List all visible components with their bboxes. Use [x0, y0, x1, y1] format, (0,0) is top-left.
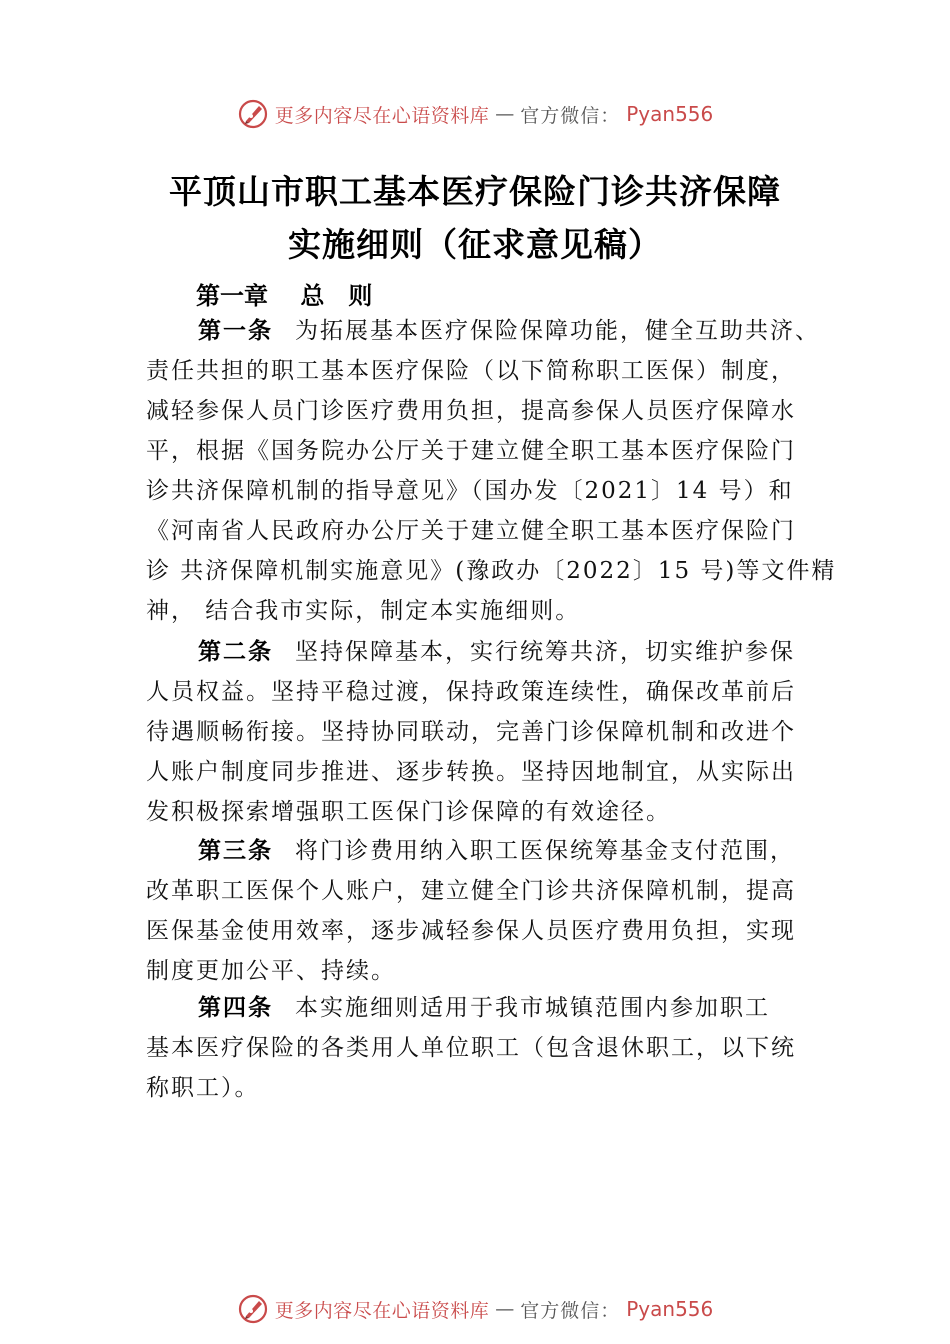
article-line-text: 为拓展基本医疗保险保障功能，健全互助共济、 [295, 318, 820, 344]
article-line: 平，根据《国务院办公厅关于建立健全职工基本医疗保险门 [146, 438, 796, 464]
article-line: 医保基金使用效率，逐步减轻参保人员医疗费用负担，实现 [146, 918, 796, 944]
article-first-line [146, 988, 836, 1028]
article-line: 人账户制度同步推进、逐步转换。坚持因地制宜，从实际出 [146, 759, 796, 785]
article-line: 发积极探索增强职工医保门诊保障的有效途径。 [146, 799, 671, 825]
banner-wechat-label: 官方微信： [520, 1299, 621, 1322]
article-line: 制度更加公平、持续。 [146, 958, 396, 984]
article-1 [146, 311, 836, 631]
document-title-line-2: 实施细则（征求意见稿） [288, 225, 662, 264]
article-first-line [146, 831, 836, 871]
pen-logo-icon [237, 98, 269, 130]
article-line-text: 坚持保障基本，实行统筹共济，切实维护参保 [295, 639, 795, 665]
banner-dash: — [495, 1298, 515, 1320]
article-label: 第四条 [198, 994, 273, 1021]
article-line: 待遇顺畅衔接。坚持协同联动，完善门诊保障机制和改进个 [146, 719, 796, 745]
article-line: 诊共济保障机制的指导意见》（国办发〔2021〕14 号）和 [146, 478, 794, 504]
article-first-line [146, 311, 836, 351]
article-line: 人员权益。坚持平稳过渡，保持政策连续性，确保改革前后 [146, 679, 796, 705]
article-line: 责任共担的职工基本医疗保险（以下简称职工医保）制度， [146, 358, 796, 384]
banner-wechat-label: 官方微信： [520, 104, 621, 127]
article-line: 《河南省人民政府办公厅关于建立健全职工基本医疗保险门 [146, 518, 796, 544]
article-line: 减轻参保人员门诊医疗费用负担，提高参保人员医疗保障水 [146, 398, 796, 424]
banner-brand-text: 更多内容尽在心语资料库 [274, 104, 490, 127]
article-label: 第二条 [198, 638, 273, 665]
watermark-banner-top [0, 94, 950, 134]
banner-dash: — [495, 103, 515, 125]
banner-wechat-id: Pyan556 [626, 102, 714, 126]
article-2 [146, 632, 836, 832]
article-line: 改革职工医保个人账户，建立健全门诊共济保障机制，提高 [146, 878, 796, 904]
article-line: 神， 结合我市实际，制定本实施细则。 [146, 598, 581, 624]
article-first-line [146, 632, 836, 672]
article-line: 称职工）。 [146, 1075, 260, 1101]
article-3 [146, 831, 836, 991]
pen-logo-icon [237, 1293, 269, 1325]
article-label: 第一条 [198, 317, 273, 344]
article-4 [146, 988, 836, 1108]
watermark-banner-bottom [0, 1289, 950, 1329]
document-title-line-1: 平顶山市职工基本医疗保险门诊共济保障 [169, 172, 781, 211]
article-line: 基本医疗保险的各类用人单位职工（包含退休职工，以下统 [146, 1035, 796, 1061]
chapter-heading: 第一章 总 则 [196, 281, 373, 310]
article-line: 诊 共济保障机制实施意见》(豫政办〔2022〕15 号)等文件精 [146, 558, 836, 584]
banner-brand-text: 更多内容尽在心语资料库 [274, 1299, 490, 1322]
article-line-text: 本实施细则适用于我市城镇范围内参加职工 [295, 995, 770, 1021]
article-label: 第三条 [198, 837, 273, 864]
article-line-text: 将门诊费用纳入职工医保统筹基金支付范围， [295, 838, 795, 864]
banner-wechat-id: Pyan556 [626, 1297, 714, 1321]
